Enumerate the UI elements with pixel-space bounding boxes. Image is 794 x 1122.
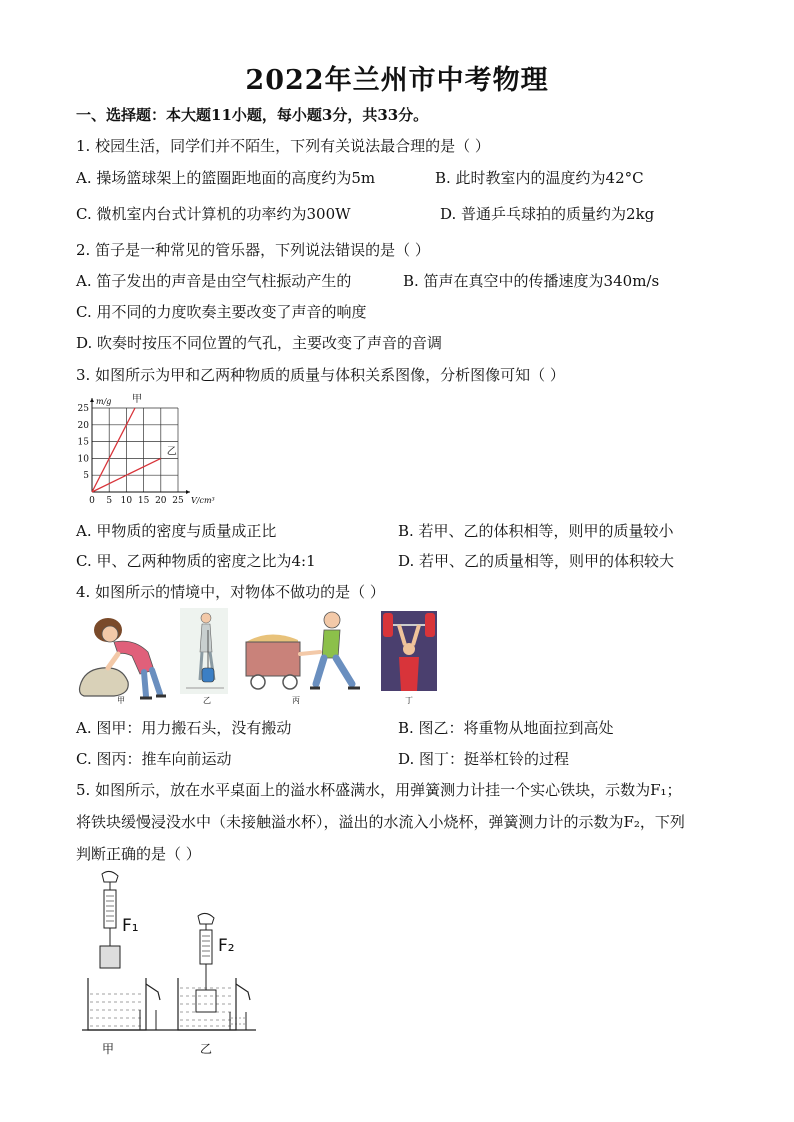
x-tick-label: 15 — [137, 496, 150, 506]
q2-option-d: D. 吹奏时按压不同位置的气孔，主要改变了声音的音调 — [76, 334, 443, 352]
q3-option-d: D. 若甲、乙的质量相等，则甲的体积较大 — [398, 552, 675, 570]
q2-option-c: C. 用不同的力度吹奏主要改变了声音的响度 — [76, 303, 367, 321]
q5-caption-yi: 乙 — [200, 1042, 213, 1056]
q1-option-c: C. 微机室内台式计算机的功率约为300W — [76, 205, 351, 223]
scene-lifting-barbell — [381, 611, 437, 691]
q4-option-d: D. 图丁：挺举杠铃的过程 — [398, 750, 570, 768]
q1-stem: 1. 校园生活，同学们并不陌生，下列有关说法最合理的是（ ） — [76, 137, 490, 155]
scene-lifting-rock — [74, 608, 174, 708]
q4-caption-jia: 甲 — [117, 696, 125, 705]
q4-caption-bing: 丙 — [292, 696, 300, 705]
q4-caption-ding: 丁 — [405, 696, 413, 705]
mass-volume-chart — [70, 392, 230, 514]
series-label-1: 乙 — [166, 446, 177, 458]
x-tick-label: 0 — [89, 496, 95, 506]
q4-option-a: A. 图甲：用力搬石头，没有搬动 — [76, 719, 292, 737]
y-tick-label: 5 — [83, 471, 89, 482]
q5-line-2: 将铁块缓慢浸没水中（未接触溢水杯），溢出的水流入小烧杯，弹簧测力计的示数为F₂，下列 — [76, 813, 685, 831]
y-axis-label: m/g — [96, 397, 112, 406]
q1-option-d: D. 普通乒乓球拍的质量约为2kg — [440, 205, 655, 223]
q5-line-1: 5. 如图所示，放在水平桌面上的溢水杯盛满水，用弹簧测力计挂一个实心铁块，示数为F₁； — [76, 781, 682, 799]
y-tick-label: 15 — [77, 437, 89, 448]
x-axis-arrow — [186, 490, 190, 494]
q2-stem: 2. 笛子是一种常见的管乐器，下列说法错误的是（ ） — [76, 241, 430, 259]
q3-option-a: A. 甲物质的密度与质量成正比 — [76, 522, 277, 540]
y-tick-label: 25 — [77, 404, 89, 414]
q4-stem: 4. 如图所示的情境中，对物体不做功的是（ ） — [76, 583, 385, 601]
q5-caption-jia: 甲 — [102, 1042, 115, 1056]
q2-option-a: A. 笛子发出的声音是由空气柱振动产生的 — [76, 272, 352, 290]
series-label-0: 甲 — [132, 394, 142, 405]
series-line-0 — [92, 408, 135, 492]
q5-line-3: 判断正确的是（ ） — [76, 845, 201, 863]
q4-option-c: C. 图丙：推车向前运动 — [76, 750, 232, 768]
q1-option-b: B. 此时教室内的温度约为42°C — [435, 169, 644, 187]
x-axis-label: V/cm³ — [191, 496, 215, 505]
q4-option-b: B. 图乙：将重物从地面拉到高处 — [398, 719, 614, 737]
scene-pulling-weight — [180, 608, 228, 694]
q3-stem: 3. 如图所示为甲和乙两种物质的质量与体积关系图像，分析图像可知（ ） — [76, 366, 565, 384]
x-tick-label: 25 — [172, 496, 184, 506]
q1-option-a: A. 操场篮球架上的篮圈距地面的高度约为5m — [76, 169, 376, 187]
chart-grid — [92, 408, 178, 492]
x-tick-label: 5 — [106, 496, 113, 506]
y-tick-label: 10 — [77, 454, 89, 465]
page-title: 2022年兰州市中考物理 — [245, 65, 549, 96]
label-f1: F₁ — [122, 916, 139, 936]
q4-caption-yi: 乙 — [203, 696, 211, 705]
x-tick-label: 10 — [120, 496, 133, 506]
scene-pushing-cart — [240, 608, 370, 694]
q3-option-c: C. 甲、乙两种物质的密度之比为4:1 — [76, 552, 316, 570]
y-tick-label: 20 — [77, 420, 89, 431]
x-tick-label: 20 — [155, 496, 167, 506]
q2-option-b: B. 笛声在真空中的传播速度为340m/s — [403, 272, 660, 290]
q3-option-b: B. 若甲、乙的体积相等，则甲的质量较小 — [398, 522, 674, 540]
y-axis-arrow — [90, 398, 94, 402]
section-heading: 一、选择题：本大题11小题，每小题3分，共33分。 — [76, 106, 429, 124]
label-f2: F₂ — [218, 936, 235, 956]
